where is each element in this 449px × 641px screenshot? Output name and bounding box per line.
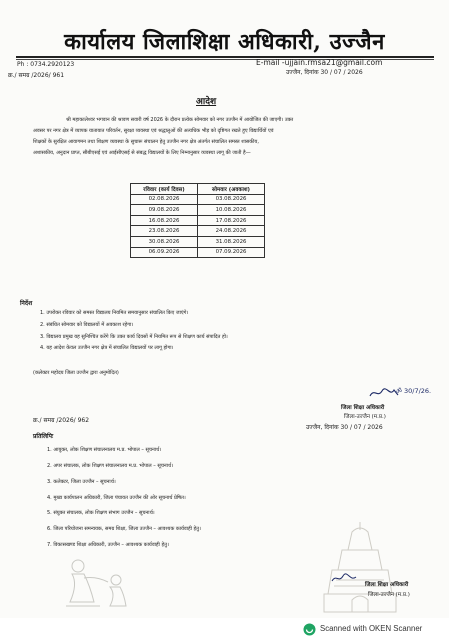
temple-watermark-icon bbox=[322, 520, 398, 616]
scanner-footer bbox=[0, 618, 449, 641]
table-row bbox=[131, 215, 265, 226]
officer-district-2: जिला-उज्जैन (म.प्र.) bbox=[368, 592, 410, 598]
signature-initials: ॐ 30/7/26. bbox=[396, 387, 432, 395]
monday-date: 10.08.2026 bbox=[198, 205, 265, 216]
approval-note: (कलेक्टर महोदय जिला उज्जैन द्वारा अनुमोदित) bbox=[33, 370, 119, 376]
copy-label: प्रतिलिपिः bbox=[33, 433, 54, 440]
monday-date: 07.09.2026 bbox=[198, 247, 265, 258]
instruction-item: 4. यह आदेश केवल उज्जैन नगर क्षेत्र में संचालित विद्यालयों पर लागू होगा। bbox=[40, 345, 174, 351]
order-line-4: अशासकीय, अनुदान प्राप्त, सीबीएसई एवं आईसीएसई से संबद्ध विद्यालयों के लिए निम्नानुसार व्यवस्था लागू की जाती है— bbox=[33, 150, 251, 156]
order-heading: आदेश bbox=[196, 97, 217, 107]
sunday-date: 06.09.2026 bbox=[131, 247, 198, 258]
sunday-date: 23.08.2026 bbox=[131, 226, 198, 237]
signature-scribble bbox=[330, 571, 360, 585]
scanner-watermark-text: Scanned with OKEN Scanner bbox=[320, 624, 423, 633]
sunday-date: 16.08.2026 bbox=[131, 215, 198, 226]
email-address: E-mail -ujjain.rmsa21@gmail.com bbox=[256, 58, 383, 67]
holiday-schedule-table bbox=[130, 183, 265, 258]
instruction-item: 1. उपरोक्त रविवार को समस्त विद्यालय नियमित समयानुसार संचालित किए जाएंगे। bbox=[40, 310, 189, 316]
copy-recipient: 3. कलेक्टर, जिला उज्जैन – सूचनार्थ। bbox=[47, 479, 116, 485]
monday-date: 03.08.2026 bbox=[198, 194, 265, 205]
copy-recipient: 6. जिला परियोजना समन्वयक, समग्र शिक्षा, जिला उज्जैन – आवश्यक कार्यवाही हेतु। bbox=[47, 526, 201, 532]
header-monday: सोमवार (अवकाश) bbox=[198, 184, 265, 195]
header-sunday: रविवार (कार्य दिवस) bbox=[131, 184, 198, 195]
table-row bbox=[131, 236, 265, 247]
guru-disciple-watermark-icon bbox=[60, 552, 140, 614]
monday-date: 17.08.2026 bbox=[198, 215, 265, 226]
sunday-date: 30.08.2026 bbox=[131, 236, 198, 247]
sunday-date: 02.08.2026 bbox=[131, 194, 198, 205]
monday-date: 24.08.2026 bbox=[198, 226, 265, 237]
table-row bbox=[131, 247, 265, 258]
office-title: कार्यालय जिलाशिक्षा अधिकारी, उज्जैन bbox=[64, 29, 385, 55]
instruction-item: 3. विद्यालय प्रमुख यह सुनिश्चित करेंगे कि उक्त कार्य दिवसों में नियमित रूप से शिक्षण कार्य संपादित हो। bbox=[40, 334, 228, 340]
copy-recipient: 4. मुख्य कार्यपालन अधिकारी, जिला पंचायत उज्जैन की ओर सूचनार्थ प्रेषित। bbox=[47, 495, 186, 501]
table-row bbox=[131, 205, 265, 216]
issue-date: उज्जैन, दिनांक 30 / 07 / 2026 bbox=[286, 69, 363, 76]
scanner-logo-icon bbox=[303, 623, 316, 636]
officer-designation-2: जिला शिक्षा अधिकारी bbox=[365, 582, 409, 588]
copy-recipient: 1. आयुक्त, लोक शिक्षण संचालनालय म.प्र. भोपाल – सूचनार्थ। bbox=[47, 447, 162, 453]
monday-date: 31.08.2026 bbox=[198, 236, 265, 247]
phone-number: Ph : 0734.2920123 bbox=[17, 61, 75, 68]
copy-reference-number: क्र./ समग्र /2026/ 962 bbox=[33, 417, 90, 424]
instruction-item: 2. संबंधित सोमवार को विद्यालयों में अवकाश रहेगा। bbox=[40, 322, 134, 328]
copy-recipient: 2. अपर संचालक, लोक शिक्षण संचालनालय म.प्र. भोपाल – सूचनार्थ। bbox=[47, 463, 174, 469]
order-line-3: शिक्षकों के सुरक्षित आवागमन तथा शिक्षण व्यवस्था के सुचारू संचालन हेतु उज्जैन नगर क्षेत्र अंतर्गत संचालित समस्त शासकीय, bbox=[33, 139, 259, 145]
order-line-2: अवसर पर नगर क्षेत्र में व्यापक यातायात परिवर्तन, सुरक्षा व्यवस्था एवं श्रद्धालुओं की अत्यधिक भीड़ को दृष्टिगत रखते हुए विद्यार्थियों एवं bbox=[33, 128, 274, 134]
copy-date: उज्जैन, दिनांक 30 / 07 / 2026 bbox=[306, 424, 383, 431]
table-header-row bbox=[131, 184, 265, 195]
copy-recipient: 7. विकासखण्ड शिक्षा अधिकारी, उज्जैन – आवश्यक कार्यवाही हेतु। bbox=[47, 542, 169, 548]
table-row bbox=[131, 226, 265, 237]
reference-number: क्र./ समग्र /2026/ 961 bbox=[8, 72, 65, 79]
officer-district: जिला-उज्जैन (म.प्र.) bbox=[344, 414, 386, 420]
table-row bbox=[131, 194, 265, 205]
officer-designation: जिला शिक्षा अधिकारी bbox=[341, 405, 385, 411]
sunday-date: 09.08.2026 bbox=[131, 205, 198, 216]
instructions-heading: निर्देश bbox=[20, 300, 33, 307]
copy-recipient: 5. संयुक्त संचालक, लोक शिक्षण संभाग उज्जैन – सूचनार्थ। bbox=[47, 510, 155, 516]
order-line-1: श्री महाकालेश्वर भगवान की श्रावण सवारी वर्ष 2026 के दौरान प्रत्येक सोमवार को नगर उज्जैन में आयोजित की जाएगी। उक्त bbox=[66, 117, 294, 123]
